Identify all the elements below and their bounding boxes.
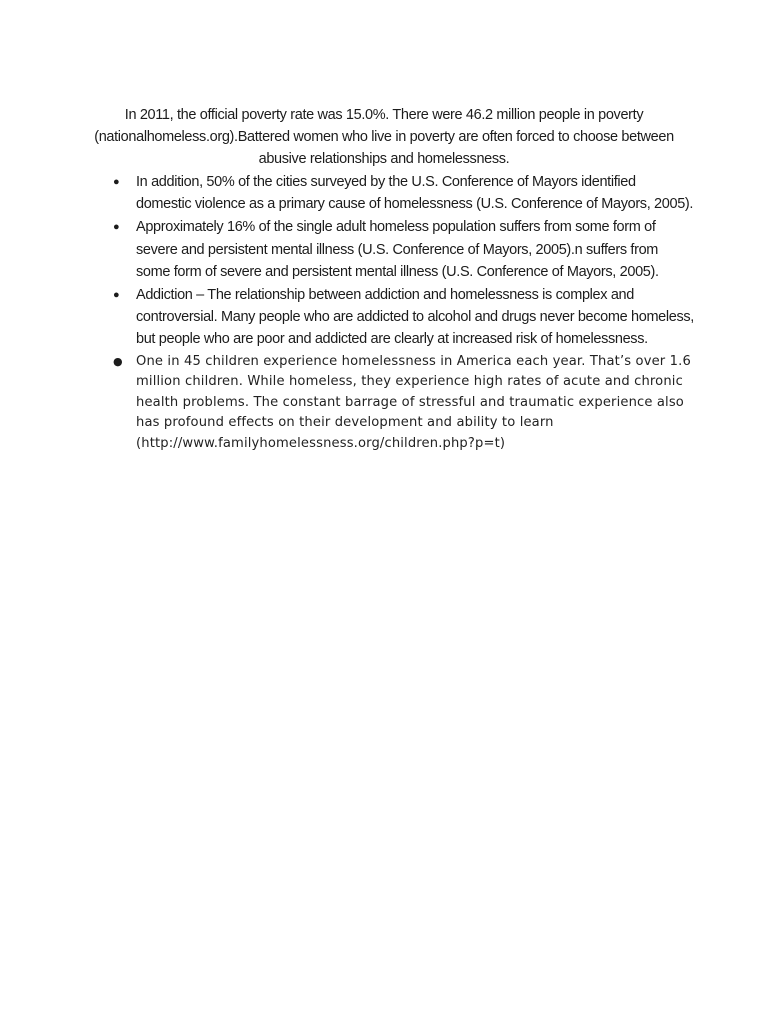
list-item-text: One in 45 children experience homelessness in America each year. That’s over 1.6 million children. While homeless, they experience high rates of acute and chronic health problems. The constant barrage of stressful and traumatic experience also has profound effects on their development and ability to learn (http://www.familyhomelessness.org/children.php?p=t) [136, 353, 691, 451]
list-item [104, 216, 694, 283]
list-item-text: In addition, 50% of the cities surveyed by the U.S. Conference of Mayors identified domestic violence as a primary cause of homelessness (U.S. Conference of Mayors, 2005). [136, 174, 694, 213]
list-item-text: Addiction – The relationship between addiction and homelessness is complex and controversial. Many people who are addicted to alcohol and drugs never become homeless, but people who are poor and addicted are clearly at increased risk of homelessness. [136, 287, 694, 348]
list-item [104, 171, 694, 215]
list-item-text: Approximately 16% of the single adult homeless population suffers from some form of severe and persistent mental illness (U.S. Conference of Mayors, 2005).n suffers from some form of severe and persistent mental illness (U.S. Conference of Mayors, 2005). [136, 219, 659, 280]
list-item [104, 352, 694, 455]
bullet-icon: ● [113, 354, 123, 368]
bullet-icon: ● [113, 289, 120, 302]
list-item [104, 284, 694, 351]
bullet-icon: ● [113, 176, 120, 188]
intro-paragraph: In 2011, the official poverty rate was 15.0%. There were 46.2 million people in poverty (nationalhomeless.org).Battered women who live in poverty are often forced to choose between abusive relationships and homelessness. [94, 107, 674, 167]
bullet-icon: ● [113, 221, 120, 234]
bullet-list [104, 171, 694, 455]
